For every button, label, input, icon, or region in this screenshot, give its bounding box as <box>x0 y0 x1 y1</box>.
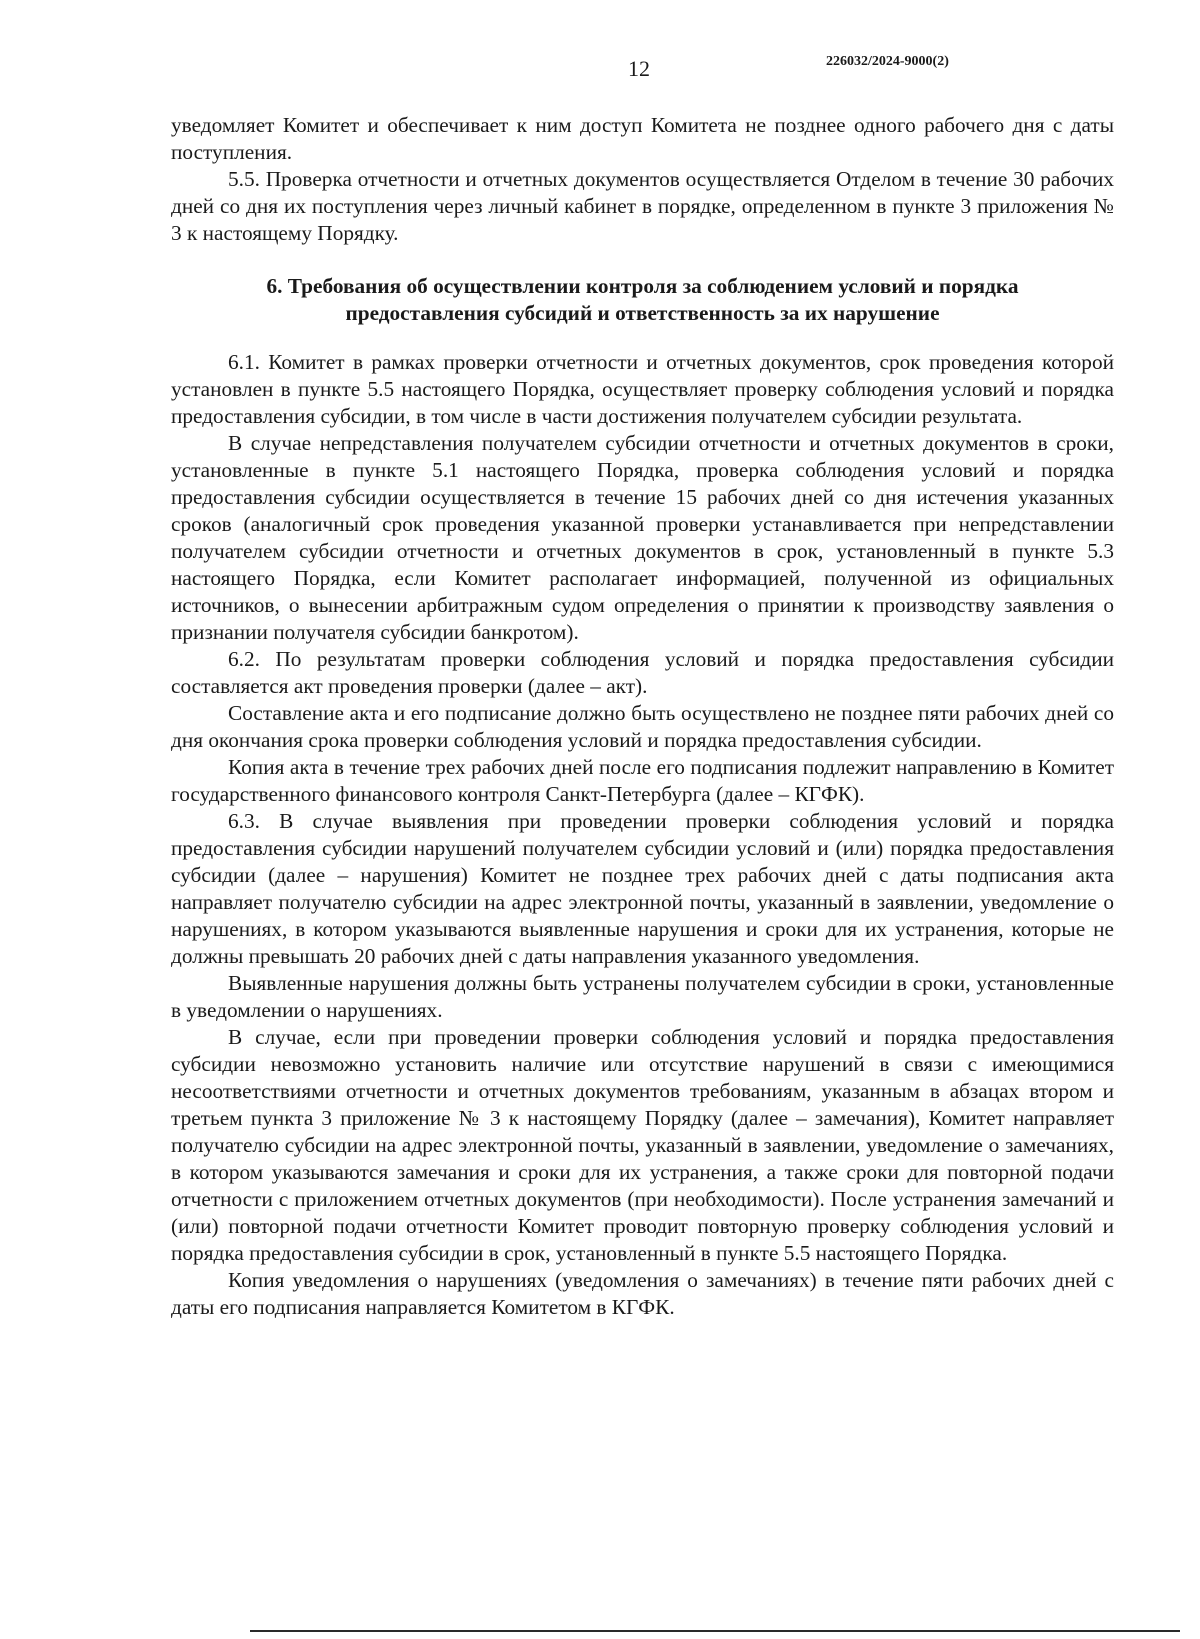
document-body <box>171 112 1114 1321</box>
paragraph-6-3-remarks: В случае, если при проведении проверки соблюдения условий и порядка предоставления субсидии невозможно установить наличие или отсутствие нарушений в связи с имеющимися несоответствиями отчетности и отчетных документов требованиям, указанным в абзацах втором и третьем пункта 3 приложение № 3 к настоящему Порядку (далее – замечания), Комитет направляет получателю субсидии на адрес электронной почты, указанный в заявлении, уведомление о замечаниях, в котором указываются замечания и сроки для их устранения, а также сроки для повторной подачи отчетности с приложением отчетных документов (при необходимости). После устранения замечаний и (или) повторной подачи отчетности Комитет проводит повторную проверку соблюдения условий и порядка предоставления субсидии в срок, установленный в пункте 5.5 настоящего Порядка. <box>171 1025 1114 1265</box>
paragraph-6-2: 6.2. По результатам проверки соблюдения условий и порядка предоставления субсидии составляется акт проведения проверки (далее – акт). <box>171 647 1114 698</box>
page-number: 12 <box>628 56 650 81</box>
paragraph-6-3: 6.3. В случае выявления при проведении проверки соблюдения условий и порядка предоставления субсидии нарушений получателем субсидии условий и (или) порядка предоставления субсидии (далее – нарушения) Комитет не позднее трех рабочих дней с даты подписания акта направляет получателю субсидии на адрес электронной почты, указанный в заявлении, уведомление о нарушениях, в котором указываются выявленные нарушения и сроки для их устранения, которые не должны превышать 20 рабочих дней с даты направления указанного уведомления. <box>171 809 1114 968</box>
paragraph-6-2-act-copy: Копия акта в течение трех рабочих дней после его подписания подлежит направлению в Комитет государственного финансового контроля Санкт-Петербурга (далее – КГФК). <box>171 755 1114 806</box>
paragraph-6-1-non-submission: В случае непредставления получателем субсидии отчетности и отчетных документов в сроки, установленные в пункте 5.1 настоящего Порядка, проверка соблюдения условий и порядка предоставления субсидии осуществляется в течение 15 рабочих дней со дня истечения указанных сроков (аналогичный срок проведения указанной проверки устанавливается при непредставлении получателем субсидии отчетности и отчетных документов в срок, установленный в пункте 5.3 настоящего Порядка, если Комитет располагает информацией, полученной из официальных источников, о вынесении арбитражным судом определения о принятии к производству заявления о признании получателя субсидии банкротом). <box>171 431 1114 644</box>
bottom-scan-edge <box>250 1630 1180 1632</box>
paragraph-6-2-act-signing: Составление акта и его подписание должно быть осуществлено не позднее пяти рабочих дней со дня окончания срока проверки соблюдения условий и порядка предоставления субсидии. <box>171 701 1114 752</box>
section-6-heading: 6. Требования об осуществлении контроля за соблюдением условий и порядка предоставления субсидий и ответственность за их нарушение <box>266 274 1019 325</box>
paragraph-6-3-elimination: Выявленные нарушения должны быть устранены получателем субсидии в сроки, установленные в уведомлении о нарушениях. <box>171 971 1114 1022</box>
paragraph-continuation: уведомляет Комитет и обеспечивает к ним доступ Комитета не позднее одного рабочего дня с даты поступления. <box>171 113 1114 164</box>
paragraph-5-5: 5.5. Проверка отчетности и отчетных документов осуществляется Отделом в течение 30 рабочих дней со дня их поступления через личный кабинет в порядке, определенном в пункте 3 приложения № 3 к настоящему Порядку. <box>171 167 1114 245</box>
document-code: 226032/2024-9000(2) <box>826 54 949 69</box>
paragraph-6-1: 6.1. Комитет в рамках проверки отчетности и отчетных документов, срок проведения которой установлен в пункте 5.5 настоящего Порядка, осуществляет проверку соблюдения условий и порядка предоставления субсидии, в том числе в части достижения получателем субсидии результата. <box>171 350 1114 428</box>
paragraph-6-3-notice-copy: Копия уведомления о нарушениях (уведомления о замечаниях) в течение пяти рабочих дней с даты его подписания направляется Комитетом в КГФК. <box>171 1268 1114 1319</box>
